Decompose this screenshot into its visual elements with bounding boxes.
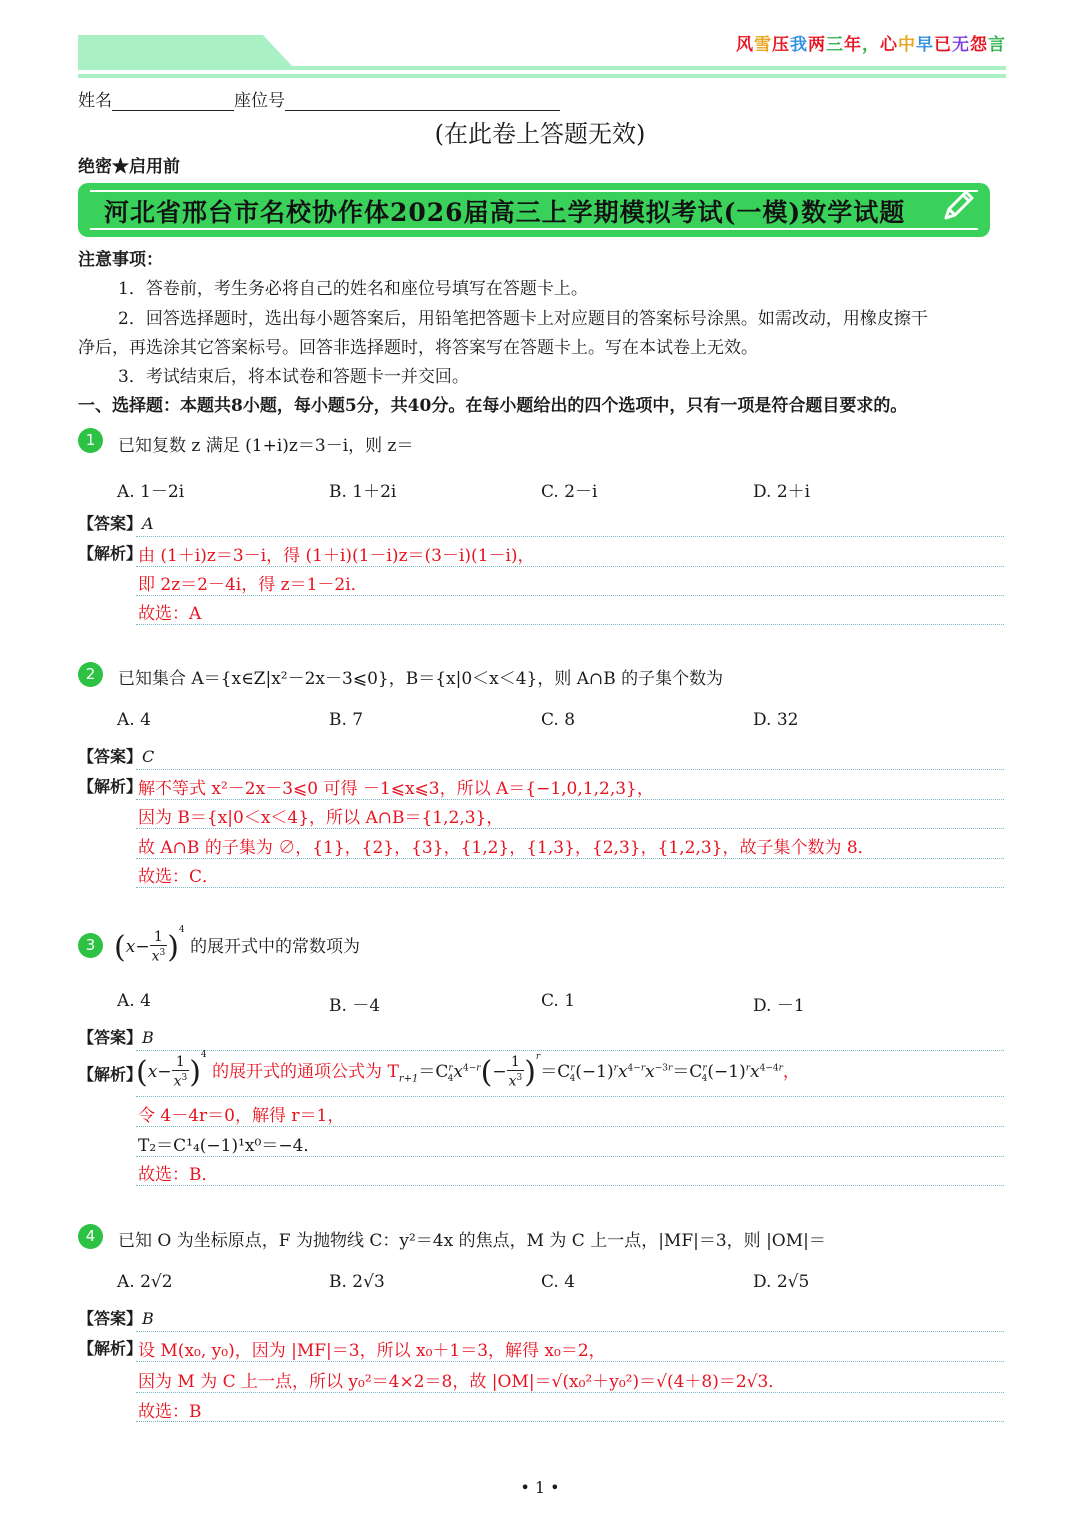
motto-char: 心 bbox=[880, 35, 898, 55]
note-item: 2．回答选择题时，选出每小题答案后，用铅笔把答题卡上对应题目的答案标号涂黑。如需改动，用橡皮擦干 bbox=[118, 309, 928, 329]
answer-label bbox=[78, 511, 154, 534]
option-d: D. 2＋i bbox=[753, 482, 811, 502]
motto-char: 年 bbox=[844, 35, 862, 55]
option-a: A. 4 bbox=[117, 991, 151, 1011]
motto-char: 中 bbox=[898, 35, 916, 55]
answer-label-text: 【答案】 bbox=[78, 1028, 143, 1047]
analysis-line: 故 A∩B 的子集为 ∅，{1}，{2}，{3}，{1,2}，{1,3}，{2,3}，{1,2,3}，故子集个数为 8． bbox=[138, 838, 875, 858]
pencil-icon bbox=[940, 188, 976, 224]
header-motto bbox=[736, 30, 1006, 55]
general-term: $=C^r_4x^{4-r}(-$ $\frac{1}{x^3}$ )$^r=C^r_4(-1)^rx^{4-r}x^{-3r}=C^r_4(-1)^rx^{4-4r}$， bbox=[418, 1052, 800, 1090]
answer-label bbox=[78, 1025, 154, 1048]
analysis-line: (x− $\frac{1}{x^3}$ )$^4$ 的展开式的通项公式为 $T_{r+1}=C^r_4x^{4-r}(-$ $\frac{1}{x^3}$ )$^r=C^r_4(-1)^rx^{4-r}x^{-3r}=C^r_4(-1)^rx^{4-4r}$， bbox=[136, 1050, 800, 1090]
seat-label: 座位号 bbox=[234, 91, 285, 111]
note-item: 1．答卷前，考生务必将自己的姓名和座位号填写在答题卡上。 bbox=[118, 279, 588, 299]
dotted-rule bbox=[136, 1126, 1004, 1127]
option-a: A. 4 bbox=[117, 710, 151, 730]
motto-char: 无 bbox=[952, 35, 970, 55]
seat-blank bbox=[285, 90, 560, 111]
page-number: • 1 • bbox=[520, 1478, 560, 1497]
binomial-expression: (x− $\frac{1}{x^3}$ )$^4$ bbox=[136, 1050, 207, 1090]
question-stem: 已知 O 为坐标原点，F 为抛物线 C：y²＝4x 的焦点，M 为 C 上一点，|MF|＝3，则 |OM|＝ bbox=[118, 1231, 826, 1251]
question-stem bbox=[114, 925, 360, 965]
notes-heading: 注意事项： bbox=[78, 250, 163, 270]
question-number-badge: 1 bbox=[78, 428, 103, 453]
option-d: D. 32 bbox=[753, 710, 799, 730]
analysis-label: 【解析】 bbox=[78, 1339, 143, 1358]
option-c: C. 4 bbox=[541, 1272, 576, 1292]
answer-label bbox=[78, 1306, 154, 1329]
option-b: B. 2√3 bbox=[329, 1272, 385, 1292]
student-info-line bbox=[78, 86, 560, 111]
answer-value: B bbox=[142, 1309, 154, 1328]
answer-value: B bbox=[142, 1028, 154, 1047]
motto-char: ， bbox=[862, 35, 880, 55]
answer-label-text: 【答案】 bbox=[78, 514, 143, 533]
analysis-label: 【解析】 bbox=[78, 544, 143, 563]
question-number-badge: 2 bbox=[78, 662, 103, 687]
dotted-rule bbox=[136, 799, 1004, 800]
option-d: D. 2√5 bbox=[753, 1272, 810, 1292]
dotted-rule bbox=[136, 595, 1004, 596]
answer-label-text: 【答案】 bbox=[78, 1309, 143, 1328]
question-stem: 已知复数 z 满足 (1+i)z＝3－i，则 z＝ bbox=[118, 436, 414, 456]
question-number-badge: 3 bbox=[78, 933, 103, 958]
note-item: 3．考试结束后，将本试卷和答题卡一并交回。 bbox=[118, 367, 469, 387]
answer-value: A bbox=[142, 514, 154, 533]
motto-char: 两 bbox=[808, 35, 826, 55]
analysis-line: 故选：C． bbox=[138, 867, 220, 887]
option-a: A. 2√2 bbox=[117, 1272, 173, 1292]
dotted-rule bbox=[136, 1331, 1004, 1332]
question-number-badge: 4 bbox=[78, 1224, 103, 1249]
option-a: A. 1－2i bbox=[117, 482, 185, 502]
analysis-line: 令 4－4r＝0，解得 r＝1， bbox=[138, 1106, 345, 1126]
name-blank bbox=[112, 90, 234, 111]
answer-label bbox=[78, 744, 154, 767]
header-rule bbox=[78, 74, 1006, 78]
dotted-rule bbox=[136, 1096, 1004, 1097]
dotted-rule bbox=[136, 887, 1004, 888]
option-d: D. －1 bbox=[753, 996, 805, 1016]
option-c: C. 1 bbox=[541, 991, 576, 1011]
note-item: 净后，再选涂其它答案标号。回答非选择题时，将答案写在答题卡上。写在本试卷上无效。 bbox=[78, 338, 758, 358]
motto-char: 压 bbox=[772, 35, 790, 55]
section-heading: 一、选择题：本题共8小题，每小题5分，共40分。在每小题给出的四个选项中，只有一项是符合题目要求的。 bbox=[78, 396, 908, 416]
analysis-line: 因为 B＝{x|0＜x＜4}，所以 A∩B＝{1,2,3}， bbox=[138, 808, 504, 828]
dotted-rule bbox=[136, 624, 1004, 625]
dotted-rule bbox=[136, 858, 1004, 859]
analysis-label: 【解析】 bbox=[78, 777, 143, 796]
option-c: C. 2－i bbox=[541, 482, 598, 502]
dotted-rule bbox=[136, 1392, 1004, 1393]
option-b: B. 7 bbox=[329, 710, 364, 730]
answer-value: C bbox=[142, 747, 155, 766]
motto-char: 我 bbox=[790, 35, 808, 55]
name-label: 姓名 bbox=[78, 91, 112, 111]
analysis-line: 故选：A bbox=[138, 604, 202, 624]
dotted-rule bbox=[136, 536, 1004, 537]
motto-char: 已 bbox=[934, 35, 952, 55]
header-rule bbox=[78, 66, 1006, 70]
header-tab-decoration bbox=[78, 35, 293, 67]
motto-char: 怨 bbox=[970, 35, 988, 55]
question-stem: 已知集合 A＝{x∈Z|x²－2x－3⩽0}，B＝{x|0＜x＜4}，则 A∩B 的子集个数为 bbox=[118, 669, 724, 689]
motto-char: 早 bbox=[916, 35, 934, 55]
dotted-rule bbox=[136, 769, 1004, 770]
motto-char: 风 bbox=[736, 35, 754, 55]
dotted-rule bbox=[136, 1156, 1004, 1157]
option-b: B. －4 bbox=[329, 996, 381, 1016]
invalid-notice: (在此卷上答题无效) bbox=[434, 120, 646, 148]
analysis-line: T₂＝C¹₄(−1)¹x⁰＝−4． bbox=[138, 1136, 321, 1156]
option-c: C. 8 bbox=[541, 710, 576, 730]
dotted-rule bbox=[136, 566, 1004, 567]
motto-char: 雪 bbox=[754, 35, 772, 55]
dotted-rule bbox=[136, 1421, 1004, 1422]
dotted-rule bbox=[136, 1185, 1004, 1186]
analysis-line: 设 M(x₀, y₀)，因为 |MF|＝3，所以 x₀＋1＝3，解得 x₀＝2， bbox=[138, 1341, 606, 1361]
analysis-label: 【解析】 bbox=[78, 1065, 143, 1084]
answer-label-text: 【答案】 bbox=[78, 747, 143, 766]
analysis-line: 因为 M 为 C 上一点，所以 y₀²＝4×2＝8，故 |OM|＝√(x₀²＋y₀²)＝√(4＋8)＝2√3． bbox=[138, 1372, 786, 1392]
dotted-rule bbox=[136, 828, 1004, 829]
motto-char: 三 bbox=[826, 35, 844, 55]
dotted-rule bbox=[136, 1361, 1004, 1362]
motto-char: 言 bbox=[988, 35, 1006, 55]
analysis-text: 的展开式的通项公式为 T bbox=[212, 1062, 399, 1082]
analysis-line: 故选：B bbox=[138, 1402, 202, 1422]
exam-title: 河北省邢台市名校协作体2026届高三上学期模拟考试(一模)数学试题 bbox=[104, 198, 906, 227]
option-b: B. 1＋2i bbox=[329, 482, 397, 502]
secret-mark: 绝密★启用前 bbox=[78, 157, 180, 177]
binomial-expression: (x− $\frac{1}{x^3}$ )$^4$ bbox=[114, 925, 185, 965]
analysis-line: 解不等式 x²－2x－3⩽0 可得 －1⩽x⩽3，所以 A＝{−1,0,1,2,3}， bbox=[138, 779, 654, 799]
analysis-line: 即 2z＝2－4i，得 z＝1－2i． bbox=[138, 575, 368, 595]
analysis-line: 由 (1＋i)z＝3－i，得 (1＋i)(1－i)z＝(3－i)(1－i)， bbox=[138, 546, 535, 566]
question-stem-text: 的展开式中的常数项为 bbox=[190, 937, 361, 957]
analysis-line: 故选：B． bbox=[138, 1165, 219, 1185]
